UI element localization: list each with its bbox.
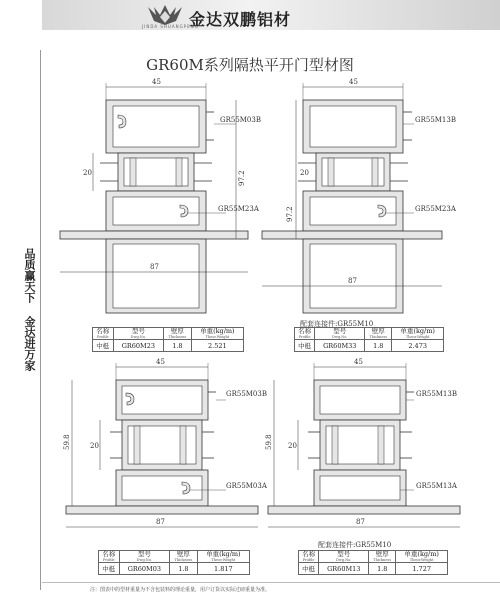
label-bottom-2: GR55M23A <box>415 205 456 213</box>
dim-height-3: 59.8 <box>63 434 71 450</box>
cell-thick: 1.8 <box>369 563 396 575</box>
col-model: 型号 Dwg.No. <box>119 551 170 563</box>
label-top-2: GR55M13B <box>415 116 456 124</box>
cell-weight: 1.727 <box>396 563 448 575</box>
spec-table-2 <box>294 327 444 352</box>
cell-model: GR60M33 <box>315 340 365 352</box>
dim-top-2: 45 <box>349 78 358 86</box>
cell-weight: 2.521 <box>191 340 243 352</box>
cell-weight: 2.473 <box>392 340 444 352</box>
cell-weight: 1.817 <box>197 563 249 575</box>
label-top-3: GR55M03B <box>226 390 267 398</box>
table-header-row <box>299 551 448 563</box>
logo-subtext: JINDA SHUANGPENG <box>142 24 199 29</box>
brand-name: 金达双鹏铝材 <box>189 10 292 29</box>
side-slogan: 品质赢天下 金达进万家 <box>23 248 36 371</box>
cell-thick: 1.8 <box>365 340 392 352</box>
spec-table-4 <box>298 550 448 575</box>
dim-left-2: 20 <box>300 169 309 177</box>
col-model: 型号 Dwg.No. <box>315 328 365 340</box>
dim-height-1: 97.2 <box>238 170 246 186</box>
label-bottom-4: GR55M13A <box>416 482 457 490</box>
spec-table-3 <box>98 550 250 575</box>
spec-table-1 <box>92 327 244 352</box>
col-thick: 壁厚 Thickness <box>164 328 192 340</box>
cell-name: 中梃 <box>93 340 114 352</box>
col-weight: 单重(kg/m) Theor.Weight <box>392 328 444 340</box>
col-name: 名称 Profile <box>299 551 319 563</box>
table-header-row <box>295 328 444 340</box>
label-top-4: GR55M13B <box>416 390 457 398</box>
cell-model: GR60M03 <box>119 563 170 575</box>
dim-left-3: 20 <box>90 442 99 450</box>
col-name: 名称 Profile <box>99 551 120 563</box>
dim-bottom-3: 87 <box>156 518 165 526</box>
col-thick: 壁厚 Thickness <box>170 551 198 563</box>
col-weight: 单重(kg/m) Theor.Weight <box>396 551 448 563</box>
col-name: 名称 Profile <box>93 328 114 340</box>
label-bottom-1: GR55M23A <box>218 205 259 213</box>
table-row <box>99 563 250 575</box>
table-row <box>93 340 244 352</box>
accessory-note-2: 配套连接件:GR55M10 <box>300 320 374 328</box>
dim-bottom-4: 87 <box>356 518 365 526</box>
accessory-note-4: 配套连接件:GR55M10 <box>318 541 392 549</box>
dim-top-4: 45 <box>354 358 363 366</box>
footer-divider <box>42 582 500 583</box>
footnote: 注：图表中的型材重量为不含包装料的理论重量，用户订货以实际过磅重量为准。 <box>90 587 271 593</box>
label-bottom-3: GR55M03A <box>226 482 267 490</box>
dim-left-1: 20 <box>83 169 92 177</box>
col-thick: 壁厚 Thickness <box>369 551 396 563</box>
label-top-1: GR55M03B <box>220 116 261 124</box>
dim-left-4: 20 <box>288 442 297 450</box>
dim-bottom-1: 87 <box>150 263 159 271</box>
cell-name: 中梃 <box>295 340 315 352</box>
cell-model: GR60M23 <box>113 340 164 352</box>
col-thick: 壁厚 Thickness <box>365 328 392 340</box>
dim-top-3: 45 <box>156 358 165 366</box>
dim-top-1: 45 <box>152 78 161 86</box>
col-model: 型号 Dwg.No. <box>113 328 164 340</box>
dim-height-2: 97.2 <box>286 206 294 222</box>
cell-thick: 1.8 <box>170 563 198 575</box>
cell-name: 中梃 <box>299 563 319 575</box>
cell-thick: 1.8 <box>164 340 192 352</box>
cell-name: 中梃 <box>99 563 120 575</box>
col-weight: 单重(kg/m) Theor.Weight <box>197 551 249 563</box>
cell-model: GR60M13 <box>319 563 369 575</box>
col-name: 名称 Profile <box>295 328 315 340</box>
table-header-row <box>99 551 250 563</box>
table-row <box>295 340 444 352</box>
table-row <box>299 563 448 575</box>
dim-bottom-2: 87 <box>348 277 357 285</box>
col-model: 型号 Dwg.No. <box>319 551 369 563</box>
dim-height-4: 59.8 <box>265 434 273 450</box>
page-title: GR60M系列隔热平开门型材图 <box>146 56 354 74</box>
table-header-row <box>93 328 244 340</box>
col-weight: 单重(kg/m) Theor.Weight <box>191 328 243 340</box>
